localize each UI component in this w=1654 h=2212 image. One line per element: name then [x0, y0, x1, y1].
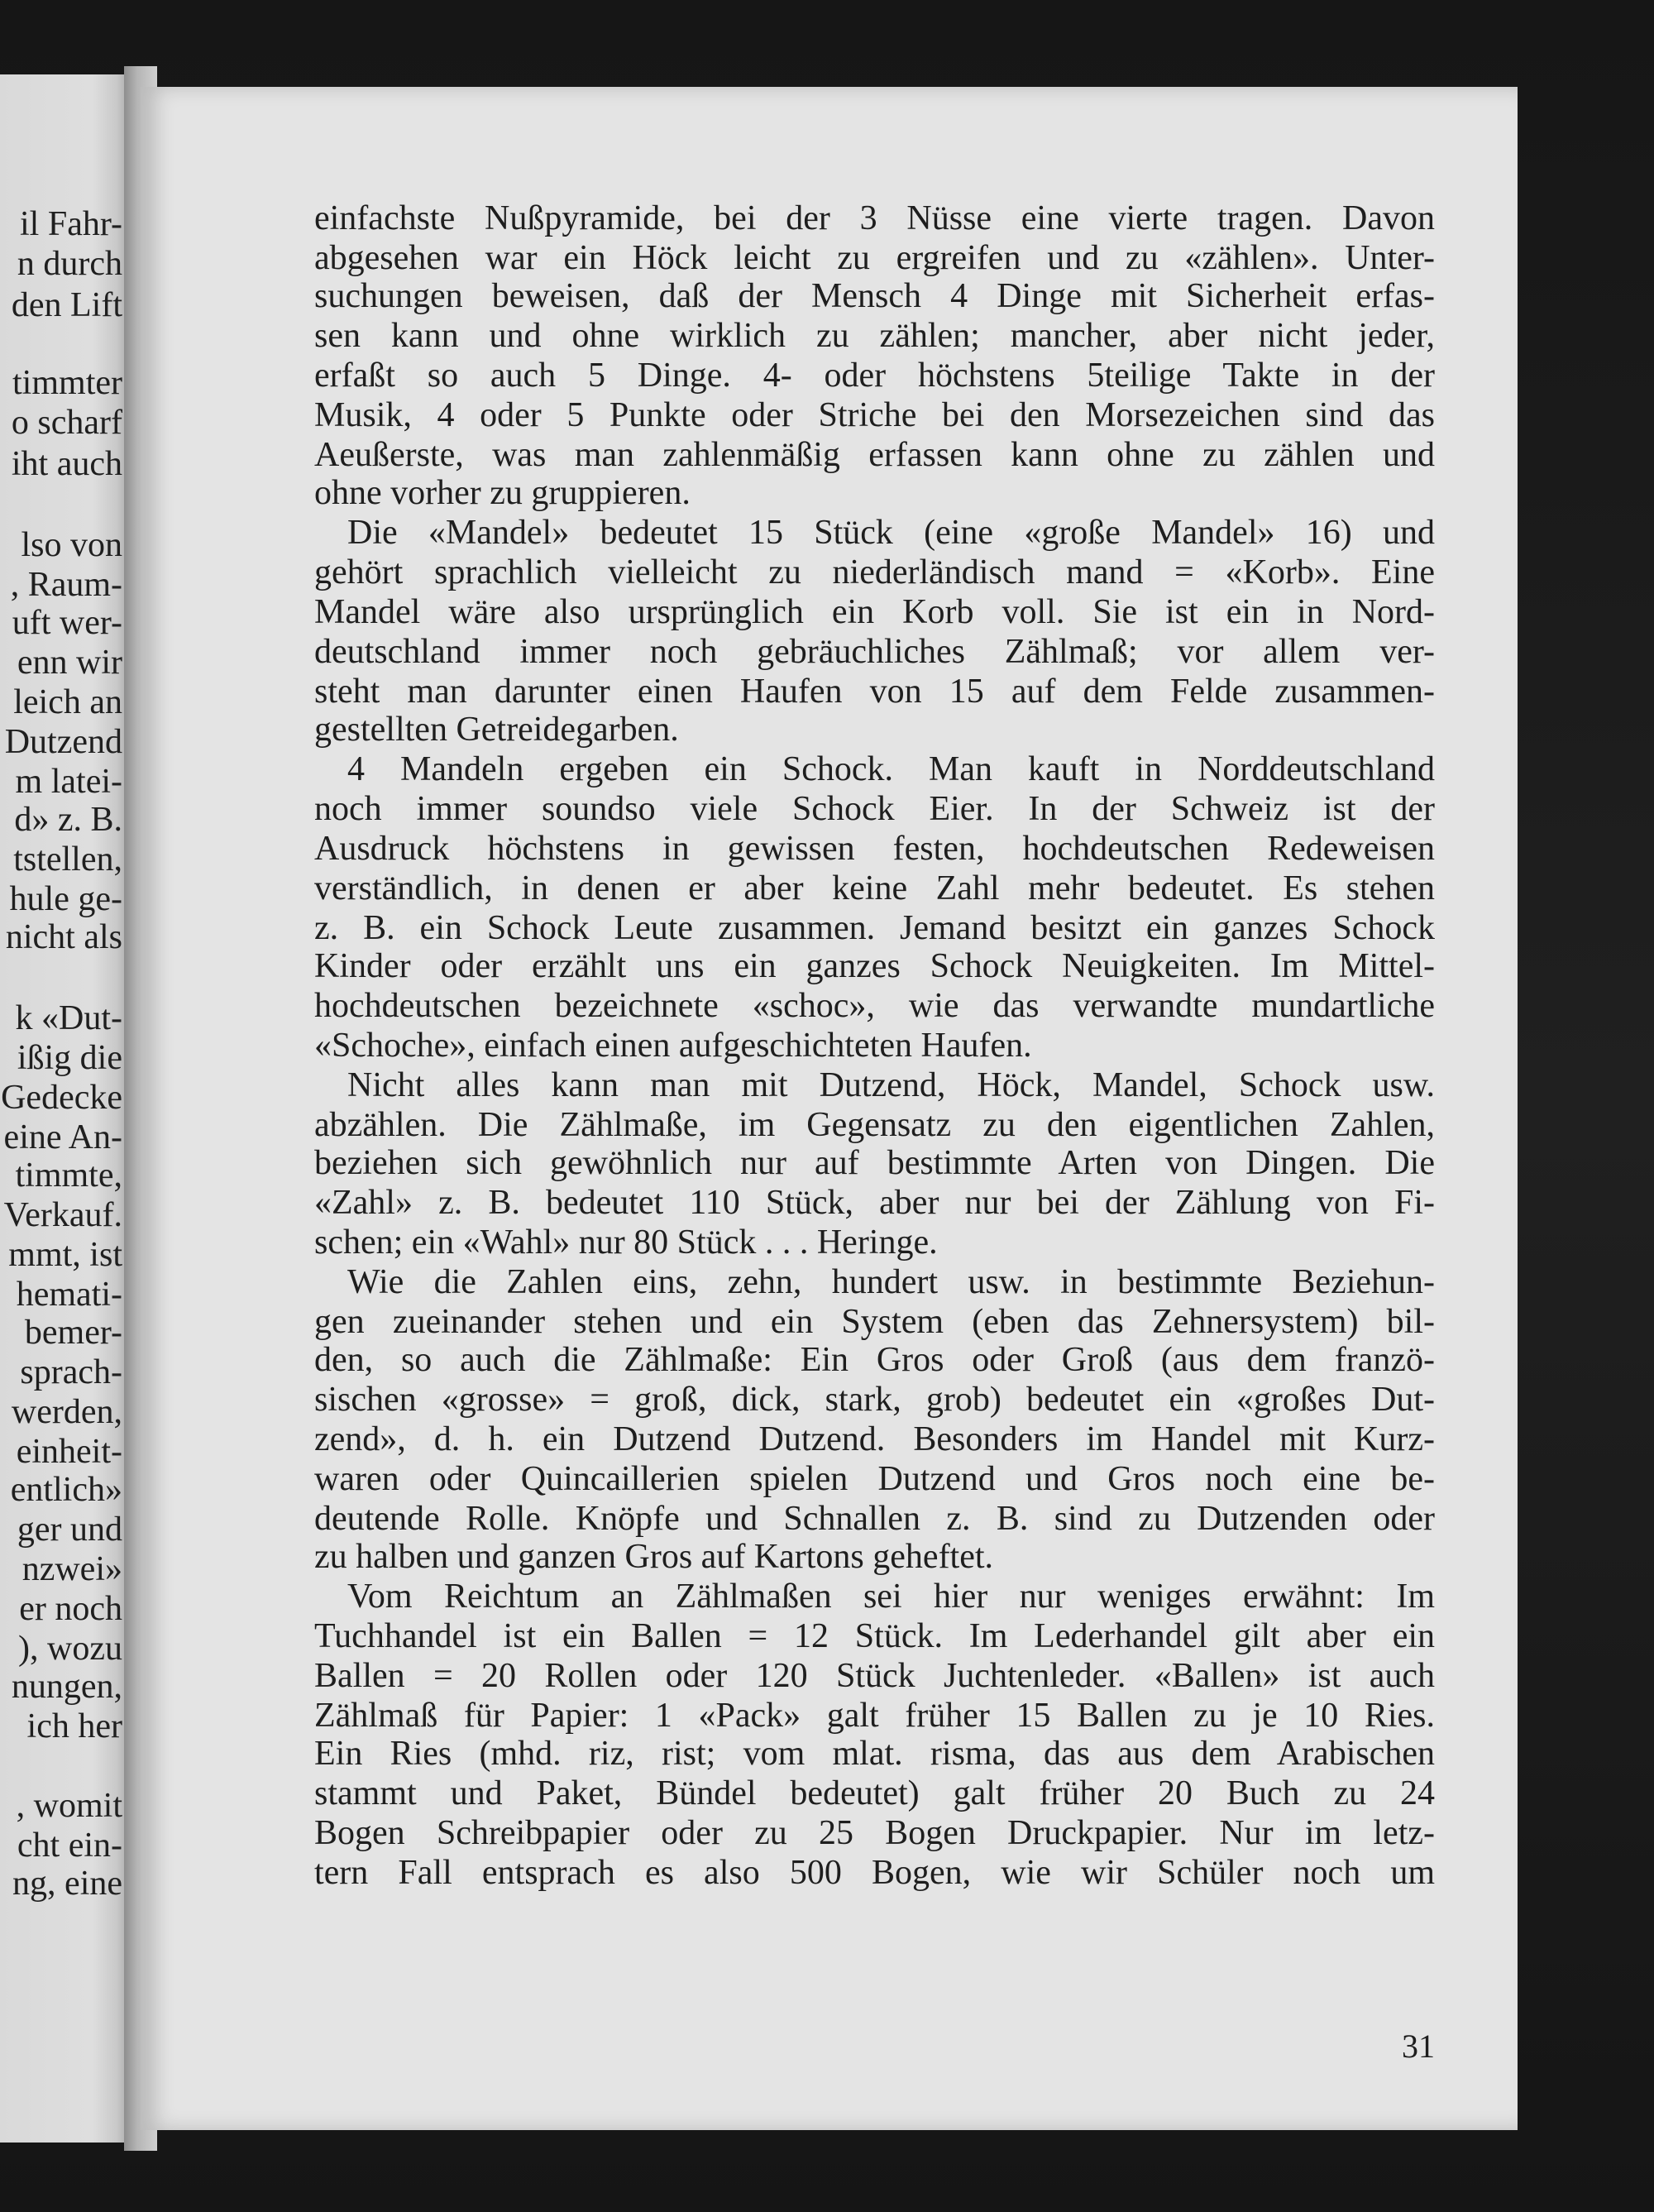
text-line: tern Fall entsprach es also 500 Bogen, wie wir Schüler noch um	[314, 1854, 1435, 1892]
text-line: «Schoche», einfach einen aufgeschichteten Haufen.	[314, 1027, 1032, 1065]
text-line: einfachste Nußpyramide, bei der 3 Nüsse eine vierte tragen. Davon	[314, 199, 1435, 237]
left-page-fragment: m latei-	[15, 763, 122, 801]
page-number: 31	[1402, 2028, 1435, 2065]
text-line: erfaßt so auch 5 Dinge. 4- oder höchstens 5teilige Takte in der	[314, 357, 1435, 395]
left-page-fragment: ich her	[26, 1707, 122, 1745]
left-page-fragment: enn wir	[17, 644, 122, 682]
text-line: Die «Mandel» bedeutet 15 Stück (eine «große Mandel» 16) und	[347, 514, 1435, 552]
text-line: hochdeutschen bezeichnete «schoc», wie das verwandte mundartliche	[314, 987, 1435, 1025]
left-page-fragment: ißig die	[17, 1039, 122, 1077]
left-page-fragment: iht auch	[11, 445, 122, 483]
left-page-fragment: ger und	[17, 1511, 122, 1549]
text-line: waren oder Quincaillerien spielen Dutzend und Gros noch eine be-	[314, 1460, 1435, 1498]
left-page-fragment: o scharf	[11, 404, 122, 442]
text-line: abgesehen war ein Höck leicht zu ergreifen und zu «zählen». Unter-	[314, 239, 1435, 277]
left-page-fragment: timmte,	[15, 1156, 122, 1195]
text-line: «Zahl» z. B. bedeutet 110 Stück, aber nur bei der Zählung von Fi-	[314, 1184, 1435, 1222]
left-page-fragment: uft wer-	[12, 604, 122, 642]
text-line: Bogen Schreibpapier oder zu 25 Bogen Druckpapier. Nur im letz-	[314, 1814, 1435, 1852]
text-line: deutschland immer noch gebräuchliches Zählmaß; vor allem ver-	[314, 633, 1435, 671]
text-line: ohne vorher zu gruppieren.	[314, 474, 691, 512]
left-page-fragment: er noch	[19, 1590, 122, 1628]
left-page-fragment: nicht als	[5, 918, 122, 956]
text-line: verständlich, in denen er aber keine Zahl mehr bedeutet. Es stehen	[314, 869, 1435, 907]
text-line: 4 Mandeln ergeben ein Schock. Man kauft in Norddeutschland	[347, 750, 1435, 788]
text-line: gestellten Getreidegarben.	[314, 711, 679, 749]
text-line: Tuchhandel ist ein Ballen = 12 Stück. Im Lederhandel gilt aber ein	[314, 1617, 1435, 1655]
left-page-fragment: Verkauf.	[3, 1196, 122, 1234]
left-page-fragment: d» z. B.	[14, 801, 122, 839]
left-page-fragment: eine An-	[3, 1118, 122, 1156]
left-page-fragment: timmter	[12, 364, 122, 402]
text-line: zu halben und ganzen Gros auf Kartons geheftet.	[314, 1538, 994, 1576]
text-line: Kinder oder erzählt uns ein ganzes Schock Neuigkeiten. Im Mittel-	[314, 947, 1435, 985]
text-line: Mandel wäre also ursprünglich ein Korb voll. Sie ist ein in Nord-	[314, 593, 1435, 631]
text-line: den, so auch die Zählmaße: Ein Gros oder Groß (aus dem franzö-	[314, 1341, 1435, 1379]
left-page-fragment: den Lift	[11, 286, 122, 324]
left-page-fragment: , Raum-	[10, 566, 122, 604]
text-line: beziehen sich gewöhnlich nur auf bestimmte Arten von Dingen. Die	[314, 1144, 1435, 1182]
text-line: Musik, 4 oder 5 Punkte oder Striche bei den Morsezeichen sind das	[314, 396, 1435, 434]
text-line: Vom Reichtum an Zählmaßen sei hier nur weniges erwähnt: Im	[347, 1578, 1435, 1616]
text-line: deutende Rolle. Knöpfe und Schnallen z. B. sind zu Dutzenden oder	[314, 1500, 1435, 1538]
left-page-fragment: entlich»	[10, 1471, 122, 1509]
left-page-fragment: nungen,	[11, 1668, 122, 1706]
text-line: Ein Ries (mhd. riz, rist; vom mlat. risma, das aus dem Arabischen	[314, 1735, 1435, 1773]
left-page-fragment: Gedecke	[1, 1079, 122, 1117]
left-page-fragment: mmt, ist	[8, 1236, 122, 1274]
text-line: Wie die Zahlen eins, zehn, hundert usw. in bestimmte Beziehun-	[347, 1263, 1435, 1301]
text-line: z. B. ein Schock Leute zusammen. Jemand besitzt ein ganzes Schock	[314, 909, 1435, 947]
left-page-fragment: ), wozu	[18, 1630, 122, 1668]
text-line: Ballen = 20 Rollen oder 120 Stück Juchtenleder. «Ballen» ist auch	[314, 1657, 1435, 1695]
left-page-fragment: n durch	[17, 245, 122, 283]
text-line: abzählen. Die Zählmaße, im Gegensatz zu den eigentlichen Zahlen,	[314, 1106, 1435, 1144]
text-line: gehört sprachlich vielleicht zu niederländisch mand = «Korb». Eine	[314, 553, 1435, 591]
text-line: Nicht alles kann man mit Dutzend, Höck, Mandel, Schock usw.	[347, 1066, 1435, 1104]
text-line: zend», d. h. ein Dutzend Dutzend. Besonders im Handel mit Kurz-	[314, 1420, 1435, 1458]
left-page-fragment: cht ein-	[17, 1827, 122, 1865]
left-page-fragment: tstellen,	[13, 840, 122, 879]
left-page-fragment: werden,	[11, 1393, 122, 1431]
left-page-fragment: leich an	[13, 683, 122, 721]
text-line: gen zueinander stehen und ein System (eben das Zehnersystem) bil-	[314, 1303, 1435, 1341]
text-line: sen kann und ohne wirklich zu zählen; mancher, aber nicht jeder,	[314, 317, 1435, 355]
text-line: steht man darunter einen Haufen von 15 auf dem Felde zusammen-	[314, 673, 1435, 711]
text-line: schen; ein «Wahl» nur 80 Stück . . . Heringe.	[314, 1223, 938, 1262]
left-page-fragment: , womit	[16, 1787, 122, 1825]
left-page-edge	[0, 74, 132, 2143]
text-line: stammt und Paket, Bündel bedeutet) galt früher 20 Buch zu 24	[314, 1774, 1435, 1812]
left-page-fragment: hemati-	[16, 1276, 122, 1314]
left-page-fragment: ng, eine	[12, 1865, 122, 1903]
left-page-fragment: k «Dut-	[15, 999, 122, 1037]
text-line: noch immer soundso viele Schock Eier. In der Schweiz ist der	[314, 790, 1435, 828]
text-line: suchungen beweisen, daß der Mensch 4 Dinge mit Sicherheit erfas-	[314, 277, 1435, 315]
left-page-fragment: bemer-	[24, 1314, 122, 1352]
text-line: sischen «grosse» = groß, dick, stark, grob) bedeutet ein «großes Dut-	[314, 1381, 1435, 1419]
left-page-fragment: lso von	[21, 526, 122, 564]
text-line: Ausdruck höchstens in gewissen festen, hochdeutschen Redeweisen	[314, 830, 1435, 868]
left-page-fragment: sprach-	[20, 1353, 122, 1391]
left-page-fragment: nzwei»	[22, 1550, 122, 1588]
left-page-fragment: Dutzend	[4, 723, 122, 761]
right-page	[141, 87, 1518, 2130]
left-page-fragment: einheit-	[16, 1433, 122, 1471]
text-line: Aeußerste, was man zahlenmäßig erfassen kann ohne zu zählen und	[314, 436, 1435, 474]
left-page-fragment: hule ge-	[9, 880, 122, 918]
left-page-fragment: il Fahr-	[20, 205, 122, 243]
text-line: Zählmaß für Papier: 1 «Pack» galt früher 15 Ballen zu je 10 Ries.	[314, 1697, 1435, 1735]
